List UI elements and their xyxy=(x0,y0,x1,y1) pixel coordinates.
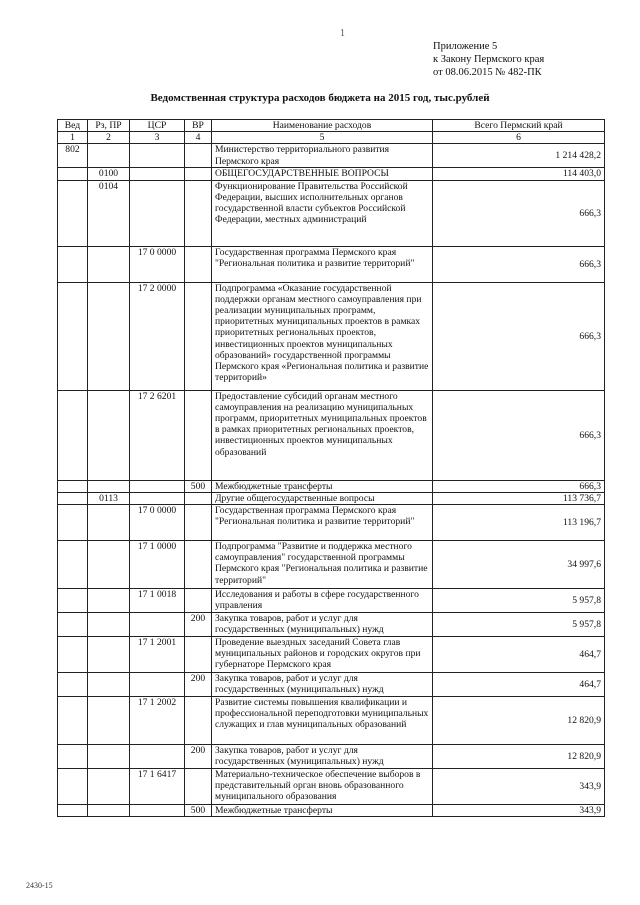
cell-rz-pr: 0113 xyxy=(88,492,130,504)
cell-ved xyxy=(58,168,88,180)
cell-csr: 17 1 6417 xyxy=(130,769,185,805)
cell-name: Межбюджетные трансферты xyxy=(212,805,433,817)
cell-amount: 113 196,7 xyxy=(433,505,605,541)
column-number-row xyxy=(58,132,605,144)
appendix-line-2: к Закону Пермского края xyxy=(433,54,545,65)
cell-name: Функционирование Правительства Российской Федерации, высших исполнительных органов государственной власти субъектов Российской Федерации, местных администраций xyxy=(212,180,433,246)
cell-vr xyxy=(185,589,212,613)
cell-vr xyxy=(185,697,212,745)
cell-rz-pr xyxy=(88,613,130,637)
cell-name: Материально-техническое обеспечение выборов в представительный орган вновь образованного муниципального образования xyxy=(212,769,433,805)
cell-name: Подпрограмма «Оказание государственной поддержки органам местного самоуправления при реализации муниципальных программ, приоритетных муниципальных проектов в рамках приоритетных региональных проектов, инвестиционных проектов муниципальных образований» государственной программы Пермского края «Региональная политика и развитие территорий» xyxy=(212,282,433,390)
cell-ved xyxy=(58,282,88,390)
header-ved: Вед xyxy=(58,120,88,132)
table-row xyxy=(58,637,605,673)
cell-name: Министерство территориального развития Пермского края xyxy=(212,144,433,168)
cell-amount: 12 820,9 xyxy=(433,745,605,769)
table-row xyxy=(58,769,605,805)
cell-ved xyxy=(58,745,88,769)
cell-rz-pr xyxy=(88,769,130,805)
table-row xyxy=(58,505,605,541)
appendix-note xyxy=(433,40,544,79)
cell-amount: 114 403,0 xyxy=(433,168,605,180)
header-rz-pr: Рз, ПР xyxy=(88,120,130,132)
cell-amount: 5 957,8 xyxy=(433,613,605,637)
cell-vr xyxy=(185,492,212,504)
table-row xyxy=(58,805,605,817)
appendix-line-1: Приложение 5 xyxy=(433,41,498,52)
cell-rz-pr: 0100 xyxy=(88,168,130,180)
cell-amount: 464,7 xyxy=(433,637,605,673)
col-num-3: 3 xyxy=(130,132,185,144)
cell-amount: 343,9 xyxy=(433,805,605,817)
cell-name: Закупка товаров, работ и услуг для государственных (муниципальных) нужд xyxy=(212,745,433,769)
header-row xyxy=(58,120,605,132)
table-row xyxy=(58,589,605,613)
header-csr: ЦСР xyxy=(130,120,185,132)
cell-csr: 17 0 0000 xyxy=(130,505,185,541)
table-row xyxy=(58,390,605,480)
table-row xyxy=(58,282,605,390)
cell-amount: 5 957,8 xyxy=(433,589,605,613)
cell-ved xyxy=(58,246,88,282)
cell-name: Развитие системы повышения квалификации и профессиональной переподготовки муниципальных служащих и глав муниципальных образований xyxy=(212,697,433,745)
cell-ved xyxy=(58,541,88,589)
cell-vr: 500 xyxy=(185,480,212,492)
cell-name: ОБЩЕГОСУДАРСТВЕННЫЕ ВОПРОСЫ xyxy=(212,168,433,180)
table-row xyxy=(58,541,605,589)
cell-rz-pr xyxy=(88,541,130,589)
cell-rz-pr xyxy=(88,805,130,817)
cell-vr xyxy=(185,390,212,480)
cell-rz-pr xyxy=(88,246,130,282)
cell-name: Государственная программа Пермского края "Региональная политика и развитие территорий" xyxy=(212,246,433,282)
cell-vr xyxy=(185,637,212,673)
cell-ved xyxy=(58,769,88,805)
cell-name: Закупка товаров, работ и услуг для государственных (муниципальных) нужд xyxy=(212,673,433,697)
cell-name: Государственная программа Пермского края "Региональная политика и развитие территорий" xyxy=(212,505,433,541)
table-row xyxy=(58,697,605,745)
cell-amount: 1 214 428,2 xyxy=(433,144,605,168)
cell-name: Проведение выездных заседаний Совета глав муниципальных районов и городских округов при губернаторе Пермского края xyxy=(212,637,433,673)
cell-rz-pr xyxy=(88,505,130,541)
table-row xyxy=(58,144,605,168)
cell-vr: 500 xyxy=(185,805,212,817)
cell-name: Подпрограмма "Развитие и поддержка местного самоуправления" государственной программы Пермского края "Региональная политика и развитие территорий" xyxy=(212,541,433,589)
cell-ved xyxy=(58,505,88,541)
cell-ved xyxy=(58,613,88,637)
header-vr: ВР xyxy=(185,120,212,132)
cell-vr xyxy=(185,246,212,282)
col-num-1: 1 xyxy=(58,132,88,144)
cell-ved xyxy=(58,673,88,697)
cell-vr xyxy=(185,168,212,180)
cell-rz-pr xyxy=(88,390,130,480)
col-num-6: 6 xyxy=(433,132,605,144)
cell-vr xyxy=(185,769,212,805)
cell-csr xyxy=(130,745,185,769)
table-row xyxy=(58,613,605,637)
cell-amount: 34 997,6 xyxy=(433,541,605,589)
cell-vr xyxy=(185,282,212,390)
cell-csr xyxy=(130,168,185,180)
cell-csr xyxy=(130,805,185,817)
cell-amount: 666,3 xyxy=(433,246,605,282)
table-row xyxy=(58,168,605,180)
cell-vr: 200 xyxy=(185,745,212,769)
cell-amount: 12 820,9 xyxy=(433,697,605,745)
table-row xyxy=(58,180,605,246)
cell-name: Другие общегосударственные вопросы xyxy=(212,492,433,504)
cell-csr xyxy=(130,673,185,697)
col-num-4: 4 xyxy=(185,132,212,144)
cell-rz-pr xyxy=(88,480,130,492)
header-name: Наименование расходов xyxy=(212,120,433,132)
cell-amount: 113 736,7 xyxy=(433,492,605,504)
cell-amount: 464,7 xyxy=(433,673,605,697)
cell-name: Закупка товаров, работ и услуг для государственных (муниципальных) нужд xyxy=(212,613,433,637)
cell-csr: 17 1 0018 xyxy=(130,589,185,613)
page-mark: 1 xyxy=(340,28,345,39)
cell-csr: 17 1 0000 xyxy=(130,541,185,589)
cell-name: Межбюджетные трансферты xyxy=(212,480,433,492)
cell-csr: 17 1 2001 xyxy=(130,637,185,673)
budget-table xyxy=(57,119,605,817)
appendix-line-3: от 08.06.2015 № 482-ПК xyxy=(433,67,542,78)
table-row xyxy=(58,246,605,282)
cell-ved xyxy=(58,697,88,745)
col-num-5: 5 xyxy=(212,132,433,144)
table-row xyxy=(58,480,605,492)
cell-rz-pr xyxy=(88,745,130,769)
document-code: 2430-15 xyxy=(26,881,53,890)
col-num-2: 2 xyxy=(88,132,130,144)
cell-csr xyxy=(130,613,185,637)
cell-csr xyxy=(130,180,185,246)
table-row xyxy=(58,745,605,769)
cell-rz-pr xyxy=(88,637,130,673)
cell-rz-pr: 0104 xyxy=(88,180,130,246)
cell-ved xyxy=(58,480,88,492)
cell-csr: 17 2 6201 xyxy=(130,390,185,480)
cell-rz-pr xyxy=(88,589,130,613)
cell-ved xyxy=(58,180,88,246)
table-row xyxy=(58,673,605,697)
cell-name: Исследования и работы в сфере государственного управления xyxy=(212,589,433,613)
cell-vr xyxy=(185,505,212,541)
cell-vr xyxy=(185,144,212,168)
cell-ved xyxy=(58,589,88,613)
cell-ved xyxy=(58,390,88,480)
cell-csr xyxy=(130,144,185,168)
cell-amount: 343,9 xyxy=(433,769,605,805)
document-title: Ведомственная структура расходов бюджета на 2015 год, тыс.рублей xyxy=(150,92,490,104)
cell-amount: 666,3 xyxy=(433,282,605,390)
header-total: Всего Пермский край xyxy=(433,120,605,132)
cell-vr: 200 xyxy=(185,673,212,697)
cell-ved xyxy=(58,492,88,504)
cell-csr xyxy=(130,480,185,492)
cell-name: Предоставление субсидий органам местного самоуправления на реализацию муниципальных программ, приоритетных муниципальных проектов в рамках приоритетных региональных проектов, инвестиционных проектов муниципальных образований xyxy=(212,390,433,480)
cell-ved: 802 xyxy=(58,144,88,168)
cell-vr: 200 xyxy=(185,613,212,637)
cell-amount: 666,3 xyxy=(433,180,605,246)
cell-csr: 17 0 0000 xyxy=(130,246,185,282)
cell-amount: 666,3 xyxy=(433,480,605,492)
cell-csr: 17 2 0000 xyxy=(130,282,185,390)
cell-csr: 17 1 2002 xyxy=(130,697,185,745)
cell-rz-pr xyxy=(88,673,130,697)
table-row xyxy=(58,492,605,504)
cell-ved xyxy=(58,805,88,817)
cell-csr xyxy=(130,492,185,504)
cell-rz-pr xyxy=(88,697,130,745)
cell-vr xyxy=(185,180,212,246)
cell-rz-pr xyxy=(88,282,130,390)
cell-amount: 666,3 xyxy=(433,390,605,480)
cell-rz-pr xyxy=(88,144,130,168)
cell-ved xyxy=(58,637,88,673)
cell-vr xyxy=(185,541,212,589)
